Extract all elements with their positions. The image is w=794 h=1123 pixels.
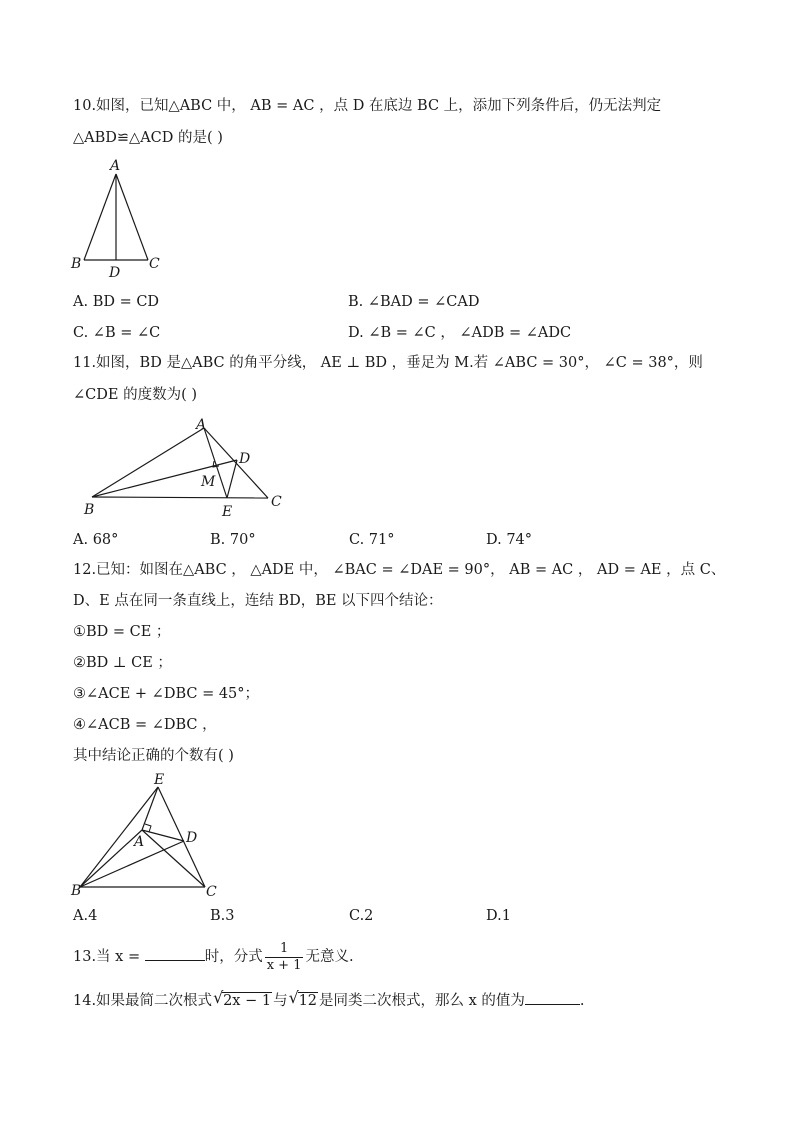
q12-stem-line2: D、E 点在同一条直线上，连结 BD，BE 以下四个结论： <box>73 593 443 609</box>
q13-fraction-denominator: x + 1 <box>266 957 302 973</box>
q11-label-e: E <box>222 504 233 520</box>
q12-figure <box>66 772 226 902</box>
q13-middle: 时，分式 <box>204 949 263 965</box>
q13-fraction-numerator: 1 <box>265 941 304 958</box>
q12-label-a: A <box>134 834 145 850</box>
q12-edge-ba <box>80 830 145 887</box>
q14-answer-blank <box>525 990 580 1005</box>
q13-prefix: 13.当 x = <box>73 949 141 965</box>
q12-edge-be <box>80 787 158 887</box>
q11-label-b: B <box>84 502 95 518</box>
sqrt-icon: √ <box>288 988 299 1007</box>
q13-suffix: 无意义. <box>305 949 354 965</box>
q10-option-a: A. BD = CD <box>73 294 160 310</box>
q11-label-d: D <box>239 451 251 467</box>
q12-edge-bd <box>80 841 184 887</box>
q10-label-a: A <box>110 158 121 174</box>
q12-edge-ae <box>142 787 158 830</box>
q10-figure <box>66 156 176 280</box>
q14-radicand-1: 2x − 1 <box>223 993 272 1009</box>
q11-option-c: C. 71° <box>349 532 395 548</box>
q11-edge-bc <box>92 497 268 498</box>
q12-conclusion-3: ③∠ACE + ∠DBC = 45°； <box>73 686 260 702</box>
q14-line <box>73 990 585 1011</box>
q10-edge-ab <box>84 174 116 260</box>
q11-figure <box>76 414 292 522</box>
q10-option-d: D. ∠B = ∠C ， ∠ADB = ∠ADC <box>348 325 572 341</box>
q14-end: . <box>579 993 585 1009</box>
q12-conclusion-4: ④∠ACB = ∠DBC ， <box>73 717 217 733</box>
q12-label-e: E <box>154 772 165 788</box>
q12-option-b: B.3 <box>210 908 235 924</box>
q12-option-d: D.1 <box>486 908 511 924</box>
q11-option-d: D. 74° <box>486 532 533 548</box>
q12-option-c: C.2 <box>349 908 374 924</box>
q12-label-b: B <box>71 883 82 899</box>
q10-label-c: C <box>149 256 160 272</box>
q13-fraction <box>265 941 304 974</box>
q11-stem-line1: 11.如图，BD 是△ABC 的角平分线， AE ⊥ BD ，垂足为 M.若 ∠ABC = 30°， ∠C = 38°，则 <box>73 355 703 371</box>
q11-option-a: A. 68° <box>73 532 119 548</box>
q12-label-c: C <box>206 884 217 900</box>
q11-edge-de <box>227 460 237 498</box>
q10-label-b: B <box>71 256 82 272</box>
q14-suffix: 是同类二次根式，那么 x 的值为 <box>319 993 525 1009</box>
q11-stem-line2: ∠CDE 的度数为( ) <box>73 387 197 403</box>
q12-conclusion-1: ①BD = CE ； <box>73 624 171 640</box>
q12-edge-ec <box>158 787 205 887</box>
q12-stem-line1: 12.已知：如图在△ABC ， △ADE 中， ∠BAC = ∠DAE = 90°， AB = AC ， AD = AE ，点 C、 <box>73 562 726 578</box>
q14-prefix: 14.如果最简二次根式 <box>73 993 213 1009</box>
q12-option-a: A.4 <box>73 908 98 924</box>
q14-middle: 与 <box>273 993 288 1009</box>
q10-edge-ac <box>116 174 148 260</box>
q10-stem-line2: △ABD≌△ACD 的是( ) <box>73 130 223 146</box>
q12-conclusion-2: ②BD ⊥ CE ； <box>73 655 172 671</box>
q12-label-d: D <box>186 830 198 846</box>
q14-radicand-2: 12 <box>298 993 318 1009</box>
q13-line <box>73 937 354 977</box>
q14-radical-1 <box>213 988 272 1011</box>
q12-question: 其中结论正确的个数有( ) <box>73 748 234 764</box>
q10-label-d: D <box>109 265 121 280</box>
q10-stem-line1: 10.如图，已知△ABC 中， AB = AC ，点 D 在底边 BC 上，添加下列条件后，仍无法判定 <box>73 98 662 114</box>
q11-label-a: A <box>196 417 207 433</box>
sqrt-icon: √ <box>213 988 224 1007</box>
q13-answer-blank <box>145 946 205 961</box>
q11-label-m: M <box>201 474 216 490</box>
q11-label-c: C <box>271 494 282 510</box>
q11-option-b: B. 70° <box>210 532 256 548</box>
q14-radical-2 <box>288 988 318 1011</box>
q11-edge-ba <box>92 428 204 497</box>
q10-option-c: C. ∠B = ∠C <box>73 325 161 341</box>
q10-option-b: B. ∠BAD = ∠CAD <box>348 294 480 310</box>
